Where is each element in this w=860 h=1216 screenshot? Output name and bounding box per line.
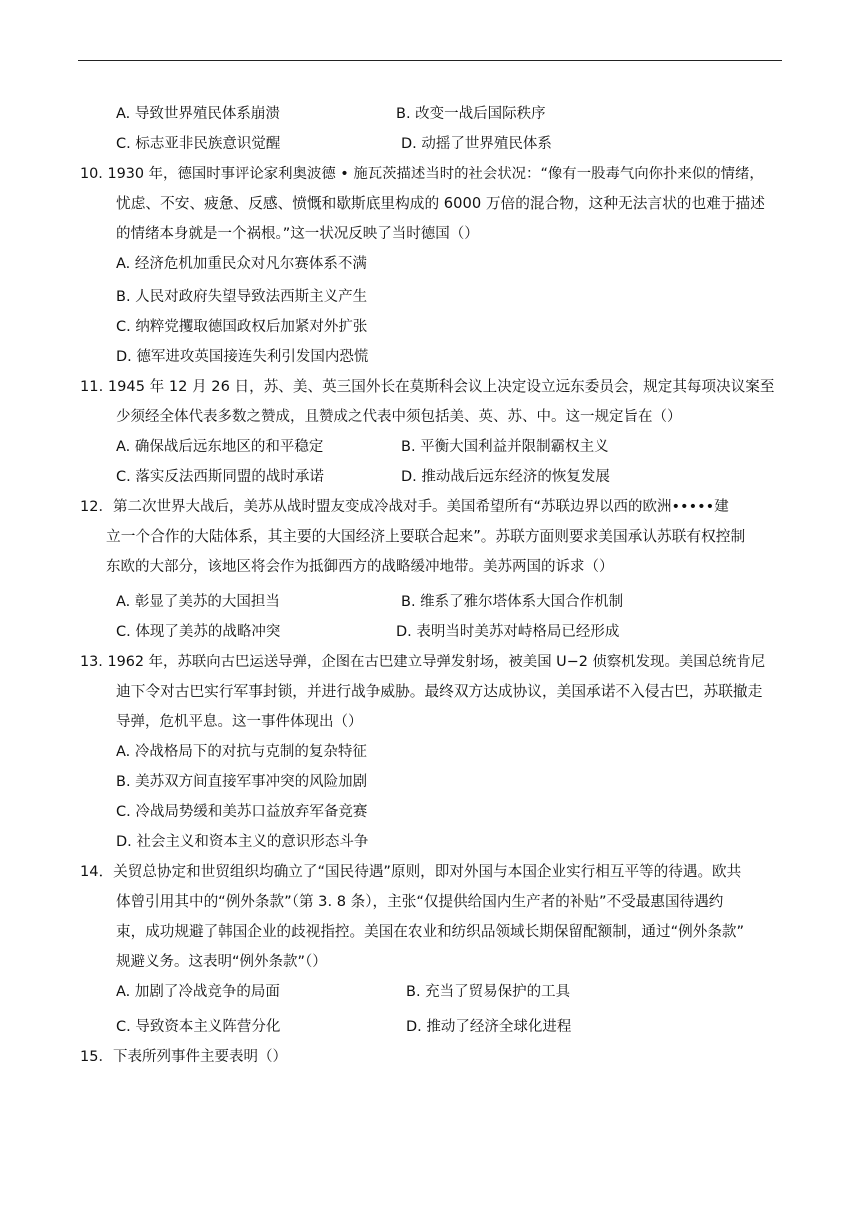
q12-stem-line: 东欧的大部分，该地区将会作为抵御西方的战略缓冲地带。美苏两国的诉求（）	[106, 559, 614, 575]
q14-stem-line: 体曾引用其中的“例外条款”（第 3. 8 条），主张“仅提供给国内生产者的补贴”不受最惠国待遇约	[116, 893, 724, 910]
q10-option-b: B. 人民对政府失望导致法西斯主义产生	[116, 289, 368, 305]
q11-option-d: D. 推动战后远东经济的恢复发展	[401, 469, 610, 485]
q14-option-b: B. 充当了贸易保护的工具	[406, 984, 571, 1000]
q14-stem-line: 规避义务。这表明“例外条款”（）	[116, 954, 327, 970]
q14-option-a: A. 加剧了冷战竞争的局面	[116, 984, 280, 1000]
q14-stem-line: 14．关贸总协定和世贸组织均确立了“国民待遇”原则，即对外国与本国企业实行相互平等的待遇。欧共	[80, 863, 742, 880]
q9-option-a: A. 导致世界殖民体系崩溃	[116, 106, 280, 122]
q13-option-d: D. 社会主义和资本主义的意识形态斗争	[116, 834, 369, 850]
q13-option-b: B. 美苏双方间直接军事冲突的风险加剧	[116, 774, 368, 790]
q11-option-a: A. 确保战后远东地区的和平稳定	[116, 439, 324, 455]
q11-stem-line: 11. 1945 年 12 月 26 日，苏、美、英三国外长在莫斯科会议上决定设立远东委员会，规定其每项决议案至	[80, 378, 775, 395]
q10-stem-line: 忧虑、不安、疲惫、反感、愤慨和歇斯底里构成的 6000 万倍的混合物，这种无法言状的也难于描述	[116, 195, 765, 212]
q12-stem-line: 12．第二次世界大战后，美苏从战时盟友变成冷战对手。美国希望所有“苏联边界以西的欧洲•••••建	[80, 499, 729, 515]
q11-option-b: B. 平衡大国利益并限制霸权主义	[401, 439, 609, 455]
q12-stem-line: 立一个合作的大陆体系，其主要的大国经济上要联合起来”。苏联方面则要求美国承认苏联有权控制	[106, 528, 746, 545]
q13-stem-line: 13. 1962 年，苏联向古巴运送导弹，企图在古巴建立导弹发射场，被美国 U−2 侦察机发现。美国总统肯尼	[80, 654, 766, 670]
q9-option-d: D. 动摇了世界殖民体系	[401, 136, 552, 152]
q10-option-d: D. 德军进攻英国接连失利引发国内恐慌	[116, 349, 369, 365]
q13-option-c: C. 冷战局势缓和美苏口益放弃军备竞赛	[116, 804, 368, 820]
q10-option-a: A. 经济危机加重民众对凡尔赛体系不满	[116, 256, 367, 272]
q12-option-a: A. 彰显了美苏的大国担当	[116, 594, 280, 610]
q11-stem-line: 少须经全体代表多数之赞成，且赞成之代表中须包括美、英、苏、中。这一规定旨在（）	[116, 409, 682, 425]
q10-stem-line: 的情绪本身就是一个祸根。”这一状况反映了当时德国（）	[116, 226, 479, 242]
q13-option-a: A. 冷战格局下的对抗与克制的复杂特征	[116, 744, 367, 760]
q12-option-b: B. 维系了雅尔塔体系大国合作机制	[401, 594, 624, 610]
q9-option-b: B. 改变一战后国际秩序	[396, 106, 546, 122]
q9-option-c: C. 标志亚非民族意识觉醒	[116, 136, 281, 152]
q14-stem-line: 束，成功规避了韩国企业的歧视指控。美国在农业和纺织品领域长期保留配额制，通过“例外条款”	[116, 923, 745, 940]
q13-stem-line: 导弹，危机平息。这一事件体现出（）	[116, 714, 363, 730]
q12-option-d: D. 表明当时美苏对峙格局已经形成	[396, 624, 620, 640]
q14-option-c: C. 导致资本主义阵营分化	[116, 1019, 281, 1035]
q14-option-d: D. 推动了经济全球化进程	[406, 1019, 572, 1035]
q12-option-c: C. 体现了美苏的战略冲突	[116, 624, 281, 640]
q15-stem-line: 15．下表所列事件主要表明（）	[80, 1049, 287, 1065]
q10-option-c: C. 纳粹党攫取德国政权后加紧对外扩张	[116, 319, 368, 335]
q11-option-c: C. 落实反法西斯同盟的战时承诺	[116, 469, 324, 485]
q13-stem-line: 迪下令对古巴实行军事封锁，并进行战争威胁。最终双方达成协议，美国承诺不入侵古巴，苏联撤走	[116, 683, 763, 700]
q10-stem-line: 10. 1930 年，德国时事评论家利奥波德 • 施瓦茨描述当时的社会状况：“像有一股毒气向你扑来似的情绪，	[80, 166, 764, 182]
header-rule	[78, 60, 782, 61]
